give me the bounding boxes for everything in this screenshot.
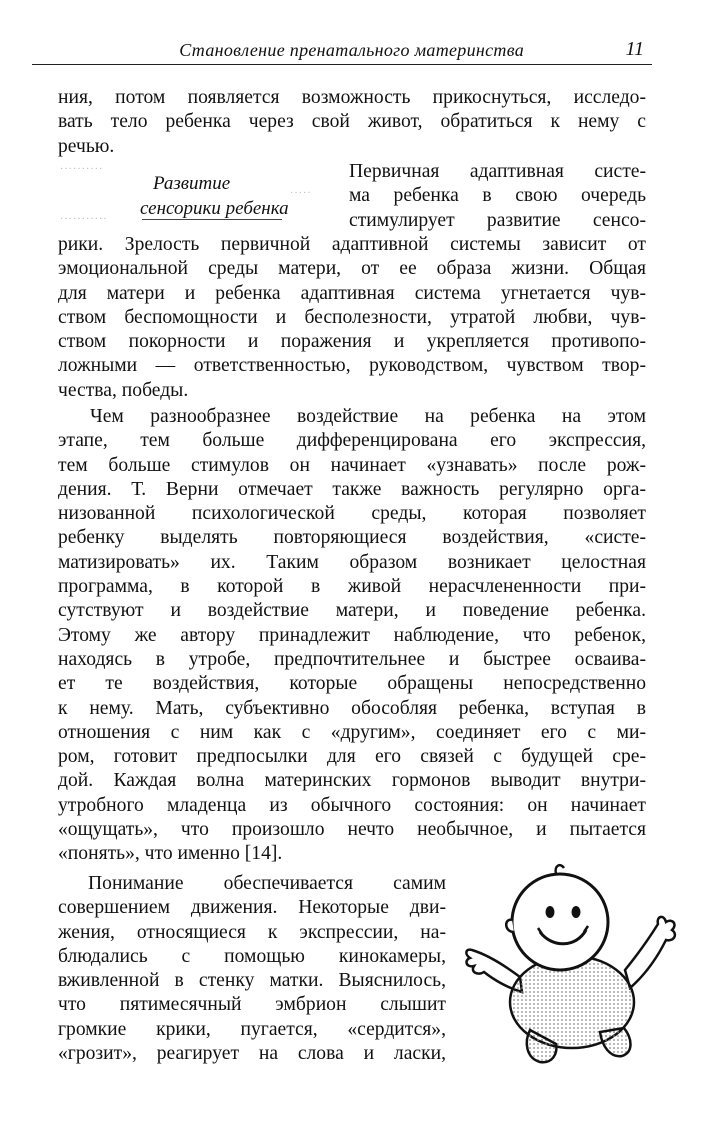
text-line: «понять», что именно [14]. [58, 843, 283, 865]
text-line: эмоциональной среды матери, от ее образа жизни. Общая [58, 258, 646, 280]
text-line: вживленной в стенку матки. Выяснилось, [58, 970, 446, 992]
text-line: стимулирует развитие сенсо- [349, 209, 646, 231]
halftone-decoration: ····· [290, 188, 312, 199]
sidebar-heading-line1: Развитие [153, 173, 231, 194]
text-line: отношения с ним как с «другим», соединяет его с ми- [58, 721, 646, 743]
text-line: жения, относящиеся к экспрессии, на- [58, 921, 446, 943]
text-line: Чем разнообразнее воздействие на ребенка на этом [90, 406, 646, 427]
text-line: для матери и ребенка адаптивная система угнетается чув- [58, 282, 646, 304]
baby-eye [546, 906, 555, 918]
text-line: Этому же автору принадлежит наблюдение, что ребенок, [58, 624, 646, 646]
top-paragraph [58, 86, 646, 159]
page-number: 11 [625, 38, 644, 60]
text-line: рики. Зрелость первичной адаптивной системы зависит от [58, 234, 646, 255]
understanding-paragraph [58, 872, 446, 1066]
text-line: дой. Каждая волна материнских гормонов выводит внутри- [58, 770, 646, 792]
verni-paragraph [58, 405, 646, 867]
text-line: ма ребенка в свою очередь [349, 185, 646, 207]
text-line: программа, в которой в живой нерасчлененности при- [58, 576, 646, 598]
text-line: громкие крики, пугается, «сердится», [58, 1018, 446, 1040]
text-line: низованной психологической среды, которая позволяет [58, 503, 646, 525]
text-line: сутствуют и воздействие матери, и поведение ребенка. [58, 600, 646, 622]
baby-illustration-icon [460, 862, 685, 1070]
heading-underline [142, 219, 282, 220]
baby-right-arm [625, 917, 675, 988]
text-line: речью. [58, 135, 115, 157]
text-line: тем больше стимулов он начинает «узнавать» после рож- [58, 454, 646, 476]
text-line: Первичная адаптивная систе- [349, 161, 646, 182]
text-line: чества, победы. [58, 379, 189, 401]
text-line: Понимание обеспечивается самим [88, 873, 446, 894]
text-line: совершением движения. Некоторые дви- [58, 897, 446, 919]
text-line: «грозит», реагирует на слова и ласки, [58, 1043, 446, 1065]
text-line: ством покорности и поражения и укрепляется противопо- [58, 331, 646, 353]
baby-head [512, 874, 608, 970]
running-header [32, 38, 652, 65]
header-title: Становление пренатального материнства [179, 40, 524, 60]
text-line: ством беспомощности и бесполезности, утратой любви, чув- [58, 306, 646, 328]
sidebar-heading [60, 164, 330, 232]
text-line: к нему. Мать, субъективно обособляя ребенка, вступая в [58, 697, 646, 719]
text-line: вать тело ребенка через свой живот, обратиться к нему с [58, 111, 646, 133]
sensory-paragraph-right [349, 160, 646, 233]
text-line: ет те воздействия, которые обращены непосредственно [58, 673, 646, 695]
text-line: ложными — ответственностью, руководством, чувством твор- [58, 355, 646, 377]
text-line: этапе, тем больше дифференцирована его экспрессия, [58, 430, 646, 452]
text-line: «ощущать», что произошло нечто необычное, и пытается [58, 819, 646, 841]
text-line: ром, готовит предпосылки для его связей с будущей сре- [58, 746, 646, 768]
halftone-decoration: ·········· [60, 164, 104, 175]
text-line: ния, потом появляется возможность прикоснуться, исследо- [58, 87, 646, 108]
halftone-decoration: ··········· [60, 214, 108, 225]
text-line: ребенку выделять повторяющиеся воздействия, «систе- [58, 527, 646, 549]
text-line: находясь в утробе, предпочтительнее и быстрее осваива- [58, 648, 646, 670]
baby-eye [572, 906, 581, 918]
text-line: утробного младенца из обычного состояния: он начинает [58, 794, 646, 816]
text-line: дения. Т. Верни отмечает также важность регулярно орга- [58, 478, 646, 500]
sensory-paragraph [58, 233, 646, 403]
text-line: блюдались с помощью кинокамеры, [58, 945, 446, 967]
baby-right-leg [600, 1028, 631, 1056]
sidebar-heading-line2: сенсорики ребенка [140, 198, 289, 219]
text-line: что пятимесячный эмбрион слышит [58, 994, 446, 1016]
text-line: матизировать» их. Таким образом возникает целостная [58, 551, 646, 573]
